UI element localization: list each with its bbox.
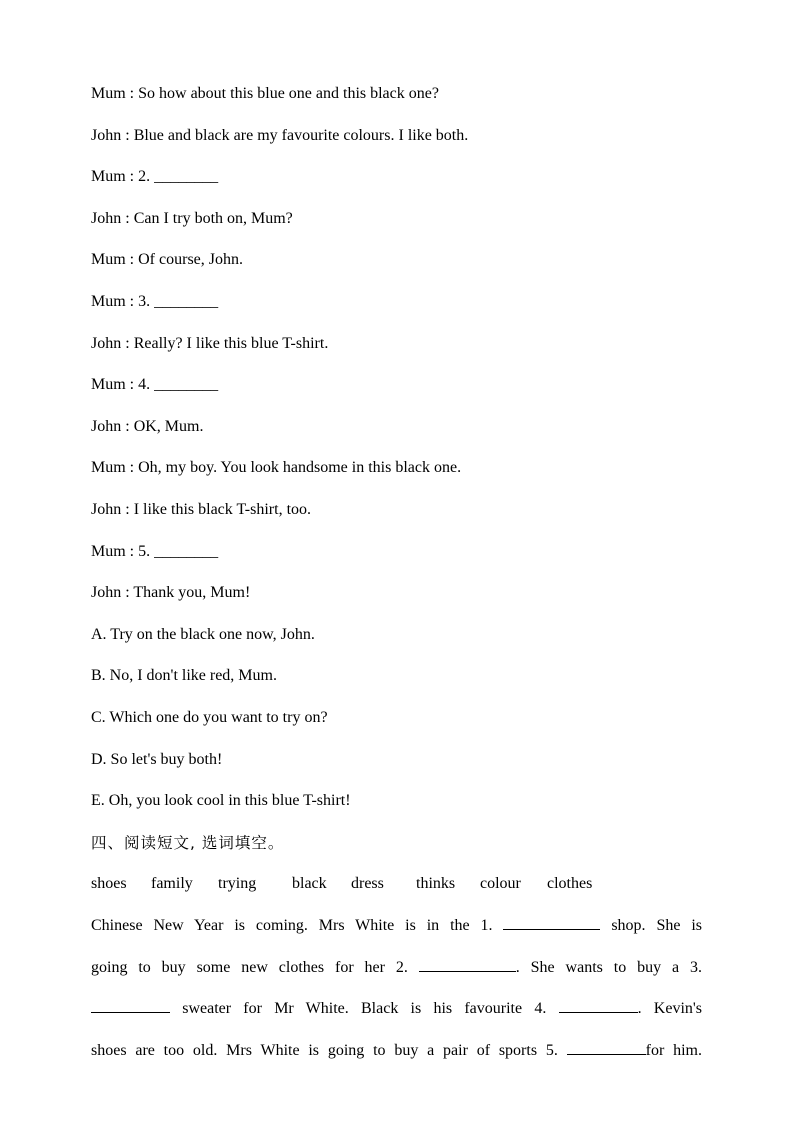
passage-text: . Kevin's bbox=[637, 1000, 702, 1018]
worksheet-page bbox=[91, 84, 702, 1071]
speaker-name: Mum bbox=[91, 85, 126, 102]
option-item: A. Try on the black one now, John. bbox=[91, 625, 315, 643]
dialogue-line: Mum : 4. ________ bbox=[91, 376, 219, 394]
dialogue-text: 5. ________ bbox=[138, 542, 219, 560]
dialogue-line: Mum : 2. ________ bbox=[91, 168, 219, 186]
word-bank bbox=[91, 874, 702, 894]
blank-3[interactable] bbox=[91, 998, 170, 1013]
blank-4[interactable] bbox=[559, 998, 638, 1013]
option-item: C. Which one do you want to try on? bbox=[91, 708, 328, 726]
word-bank-item: colour bbox=[480, 875, 521, 893]
dialogue-text: Can I try both on, Mum? bbox=[133, 209, 293, 227]
passage-text: going to buy some new clothes for her 2. bbox=[91, 958, 419, 976]
dialogue-text: OK, Mum. bbox=[133, 417, 204, 435]
passage-line bbox=[91, 1030, 702, 1072]
dialogue-line: John : Really? I like this blue T-shirt. bbox=[91, 334, 329, 352]
passage-text: shop. She is bbox=[600, 917, 703, 935]
speaker-name: Mum bbox=[91, 251, 126, 269]
word-bank-item: black bbox=[292, 875, 327, 893]
dialogue-text: 3. ________ bbox=[138, 292, 219, 310]
dialogue-text: Blue and black are my favourite colours. I like both. bbox=[133, 126, 469, 144]
passage-text: Chinese New Year is coming. Mrs White is in the 1. bbox=[91, 917, 504, 935]
dialogue-line: Mum : Of course, John. bbox=[91, 251, 243, 269]
speaker-name: Mum bbox=[91, 376, 126, 394]
speaker-name: John bbox=[91, 126, 122, 144]
blank-2[interactable] bbox=[419, 957, 516, 972]
dialogue-text: Of course, John. bbox=[138, 251, 243, 269]
dialogue-line: Mum : 3. ________ bbox=[91, 292, 219, 310]
word-bank-item: trying bbox=[218, 875, 257, 893]
word-bank-item: clothes bbox=[547, 875, 593, 893]
option-item: E. Oh, you look cool in this blue T-shirt! bbox=[91, 792, 351, 810]
dialogue-line: John : Blue and black are my favourite colours. I like both. bbox=[91, 126, 469, 144]
speaker-name: John bbox=[91, 334, 122, 352]
blank-1[interactable] bbox=[503, 915, 600, 930]
dialogue-line: Mum : Oh, my boy. You look handsome in this black one. bbox=[91, 459, 462, 477]
dialogue-text: Really? I like this blue T-shirt. bbox=[133, 334, 329, 352]
dialogue-text: 2. ________ bbox=[138, 168, 219, 186]
passage-line bbox=[91, 988, 702, 1030]
passage-text: sweater for Mr White. Black is his favourite 4. bbox=[170, 1000, 559, 1018]
speaker-name: Mum bbox=[91, 292, 126, 310]
speaker-name: John bbox=[91, 500, 122, 518]
speaker-name: John bbox=[91, 584, 122, 602]
dialogue-line: John : Thank you, Mum! bbox=[91, 584, 251, 602]
speaker-name: John bbox=[91, 209, 122, 227]
dialogue-line: John : OK, Mum. bbox=[91, 417, 204, 435]
dialogue-line: Mum : So how about this blue one and this black one? bbox=[91, 85, 439, 102]
option-item: D. So let's buy both! bbox=[91, 750, 223, 768]
dialogue-text: Oh, my boy. You look handsome in this black one. bbox=[138, 459, 462, 477]
passage-line bbox=[91, 947, 702, 989]
speaker-name: Mum bbox=[91, 542, 126, 560]
word-bank-item: thinks bbox=[416, 875, 456, 893]
dialogue-section bbox=[91, 84, 702, 603]
speaker-name: Mum bbox=[91, 459, 126, 477]
dialogue-text: Thank you, Mum! bbox=[133, 584, 251, 602]
word-bank-item: shoes bbox=[91, 875, 127, 893]
dialogue-line: John : Can I try both on, Mum? bbox=[91, 209, 293, 227]
option-item: B. No, I don't like red, Mum. bbox=[91, 667, 277, 685]
dialogue-text: I like this black T-shirt, too. bbox=[133, 500, 312, 518]
passage-text: shoes are too old. Mrs White is going to buy a pair of sports 5. bbox=[91, 1041, 567, 1059]
word-bank-item: dress bbox=[351, 875, 384, 893]
passage-text: for him. bbox=[645, 1041, 703, 1059]
passage-line bbox=[91, 905, 702, 947]
dialogue-text: 4. ________ bbox=[138, 376, 219, 394]
speaker-name: John bbox=[91, 417, 122, 435]
speaker-name: Mum bbox=[91, 168, 126, 186]
options-list bbox=[91, 625, 702, 811]
dialogue-line: Mum : 5. ________ bbox=[91, 542, 219, 560]
word-bank-item: family bbox=[151, 875, 193, 893]
blank-5[interactable] bbox=[567, 1040, 646, 1055]
dialogue-text: So how about this blue one and this black one? bbox=[138, 85, 439, 102]
section-4-title: 四、阅读短文, 选词填空。 bbox=[91, 833, 285, 852]
dialogue-line: John : I like this black T-shirt, too. bbox=[91, 500, 312, 518]
passage-text: . She wants to buy a 3. bbox=[515, 958, 702, 976]
reading-passage bbox=[91, 905, 702, 1071]
